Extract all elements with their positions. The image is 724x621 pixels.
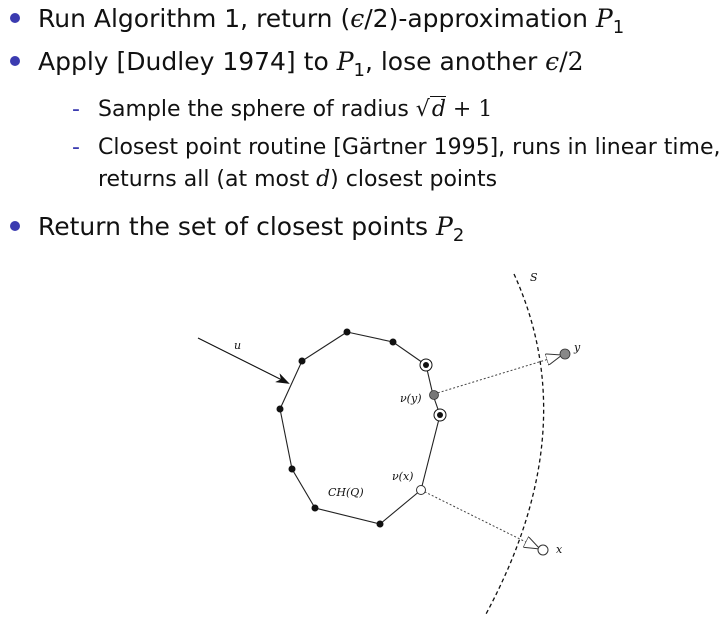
nu-y-point <box>430 391 439 400</box>
label-nu-y: ν(y) <box>400 392 422 405</box>
hull-vertex <box>299 358 306 365</box>
hull-vertex <box>344 329 351 336</box>
hull-vertex <box>390 339 397 346</box>
nu-x-point <box>417 486 426 495</box>
closest-point <box>423 362 429 368</box>
label-y: y <box>574 341 581 354</box>
sphere-arc <box>486 274 544 614</box>
x-point <box>538 545 548 555</box>
hull-vertex <box>312 505 319 512</box>
hull-vertex <box>377 521 384 528</box>
label-hull: CH(Q) <box>328 486 364 499</box>
label-u: u <box>234 339 242 352</box>
subbullet-sample-sphere: - Sample the sphere of radius √d + 1 <box>72 97 493 122</box>
bullet-run-algorithm: Run Algorithm 1, return (ϵ/2)-approximation $P_1$ <box>10 4 624 43</box>
subbullet-closest-point: - Closest point routine [Gärtner 1995], runs in linear time, <box>72 135 721 160</box>
arrow-to-y <box>434 355 562 394</box>
hull-vertex <box>289 466 296 473</box>
arrow-to-x <box>421 490 540 549</box>
bullet-return-set: Return the set of closest points $P_2$ <box>10 212 464 251</box>
bullet-apply-dudley: Apply [Dudley 1974] to $P_1$, lose another ϵ/2 <box>10 47 584 86</box>
direction-arrow-u <box>198 338 288 383</box>
y-point <box>560 349 570 359</box>
label-x: x <box>556 543 563 556</box>
label-nu-x: ν(x) <box>392 470 414 483</box>
label-S: S <box>530 271 538 284</box>
subbullet-closest-point-cont: returns all (at most d) closest points <box>98 167 498 192</box>
hull-vertex <box>277 406 284 413</box>
closest-point <box>437 412 443 418</box>
